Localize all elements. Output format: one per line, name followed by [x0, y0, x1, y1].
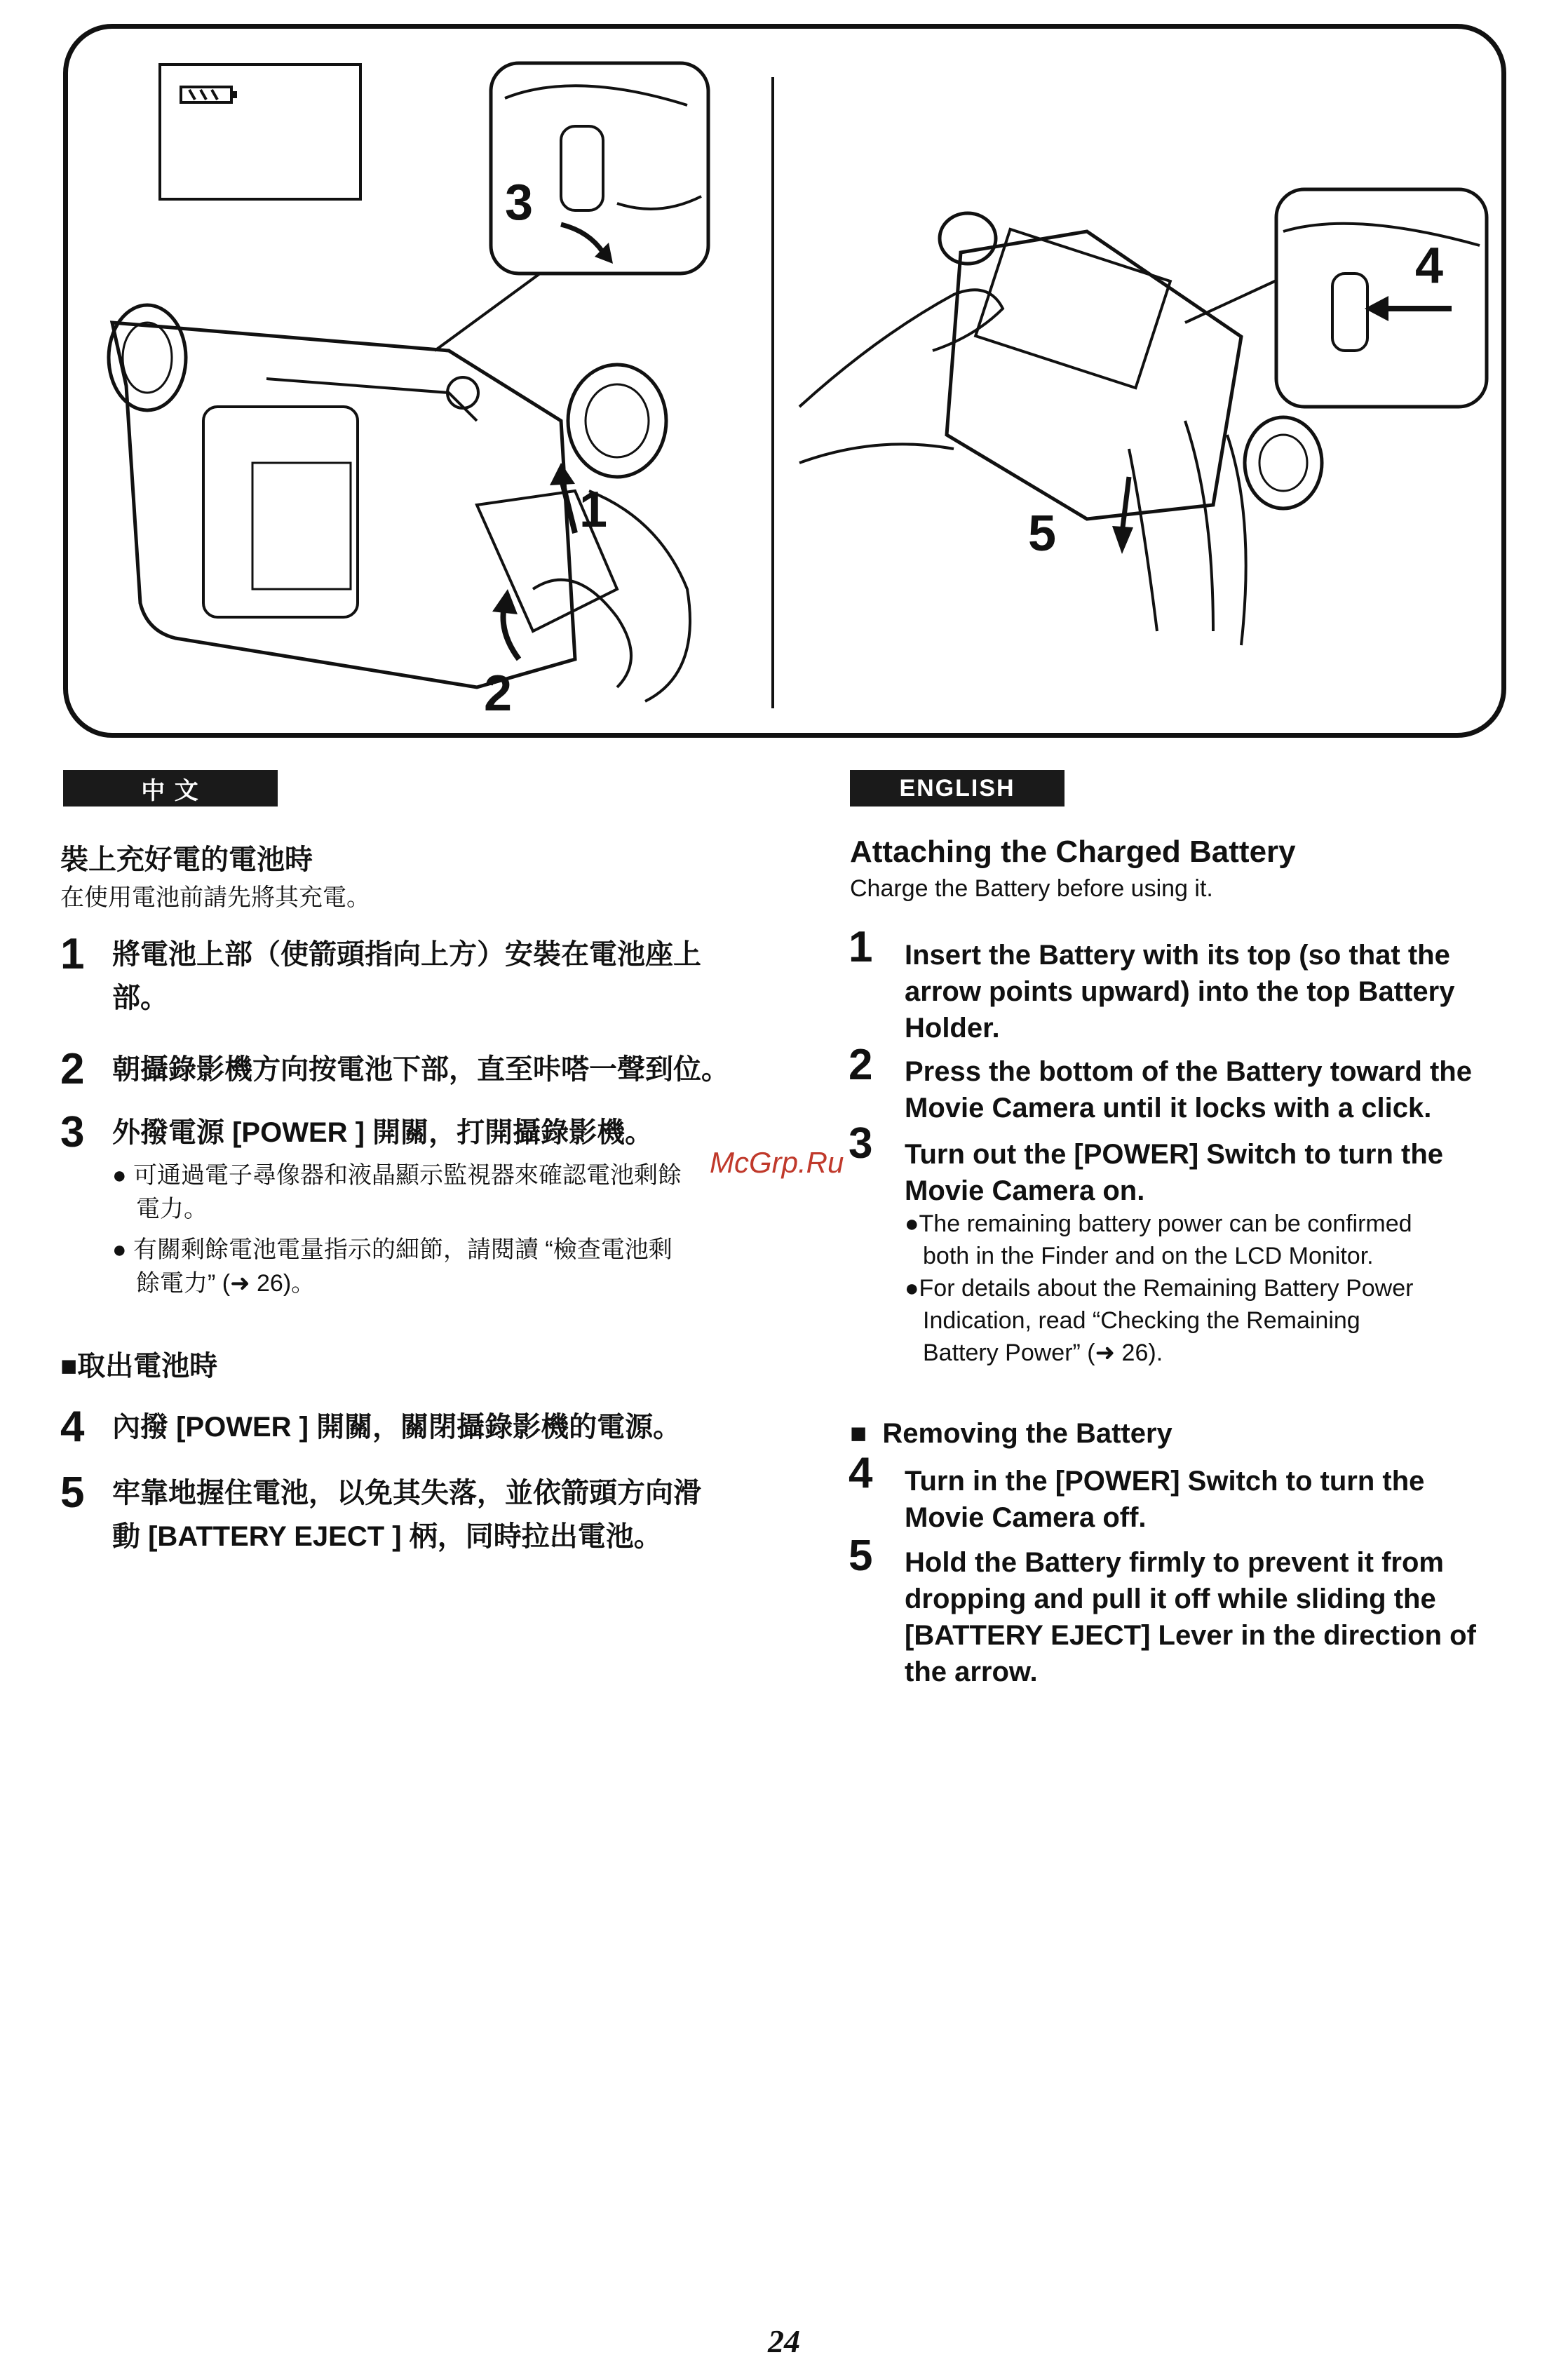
chinese-step-number: 4 [60, 1403, 85, 1451]
english-step-number: 3 [849, 1119, 873, 1168]
english-section-label: ENGLISH [850, 770, 1065, 807]
callout-5: 5 [1028, 506, 1057, 562]
callout-3: 3 [505, 175, 534, 231]
chinese-step-text: 牢靠地握住電池，以免其失落，並依箭頭方向滑 動 [BATTERY EJECT ] 柄，同時拉出電池。 [112, 1478, 701, 1552]
camcorder-battery-insert-illustration [84, 56, 715, 715]
chinese-bullet: ● 可通過電子尋像器和液晶顯示監視器來確認電池剩餘 電力。 [112, 1162, 682, 1222]
chinese-step-text: 將電池上部（使箭頭指向上方）安裝在電池座上 部。 [112, 939, 701, 1013]
callout-1: 1 [579, 482, 608, 538]
chinese-step-number: 2 [60, 1045, 85, 1093]
chinese-step-number: 3 [60, 1108, 85, 1156]
english-step-number: 4 [849, 1449, 873, 1497]
chinese-section-label: 中 文 [63, 770, 278, 807]
page-number: 24 [768, 2323, 800, 2359]
camcorder-battery-remove-illustration [792, 70, 1494, 701]
chinese-removing-heading: ■取出電池時 [60, 1351, 218, 1382]
chinese-step-number: 1 [60, 930, 85, 978]
english-step-number: 1 [849, 923, 873, 971]
english-step-text: Turn in the [POWER] Switch to turn the Movie Camera off. [905, 1466, 1425, 1533]
english-step-text: Hold the Battery firmly to prevent it from dropping and pull it off while sliding the [BATTERY EJECT] Lever in the direction of the arrow. [905, 1547, 1476, 1687]
english-step-number: 2 [849, 1041, 873, 1089]
chinese-bullet: ● 有關剩餘電池電量指示的細節，請閱讀 “檢查電池剩 餘電力” (➜ 26)。 [112, 1236, 673, 1297]
english-heading: Attaching the Charged Battery [850, 835, 1296, 869]
chinese-subline: 在使用電池前請先將其充電。 [60, 884, 370, 911]
chinese-step-text: 外撥電源 [POWER ] 開關，打開攝錄影機。 [112, 1117, 654, 1148]
chinese-step-text: 朝攝錄影機方向按電池下部，直至咔嗒一聲到位。 [112, 1054, 729, 1085]
illustration-divider [771, 77, 774, 708]
english-bullet: ●The remaining battery power can be confirmed both in the Finder and on the LCD Monitor. [905, 1210, 1412, 1269]
watermark: McGrp.Ru [710, 1146, 844, 1179]
chinese-step-number: 5 [60, 1469, 85, 1517]
english-subline: Charge the Battery before using it. [850, 875, 1213, 902]
callout-2: 2 [484, 666, 513, 722]
english-step-number: 5 [849, 1532, 873, 1580]
chinese-step-text: 內撥 [POWER ] 開關，關閉攝錄影機的電源。 [112, 1412, 682, 1443]
english-removing-heading: ■ Removing the Battery [850, 1418, 1172, 1449]
english-step-text: Turn out the [POWER] Switch to turn the Movie Camera on. [905, 1139, 1444, 1206]
english-step-text: Press the bottom of the Battery toward the Movie Camera until it locks with a click. [905, 1056, 1472, 1123]
callout-4: 4 [1415, 238, 1444, 294]
english-bullet: ●For details about the Remaining Battery Power Indication, read “Checking the Remaining Battery Power” (➜ 26). [905, 1275, 1414, 1366]
english-step-text: Insert the Battery with its top (so that the arrow points upward) into the top Battery Holder. [905, 940, 1455, 1044]
chinese-heading: 裝上充好電的電池時 [60, 844, 313, 875]
